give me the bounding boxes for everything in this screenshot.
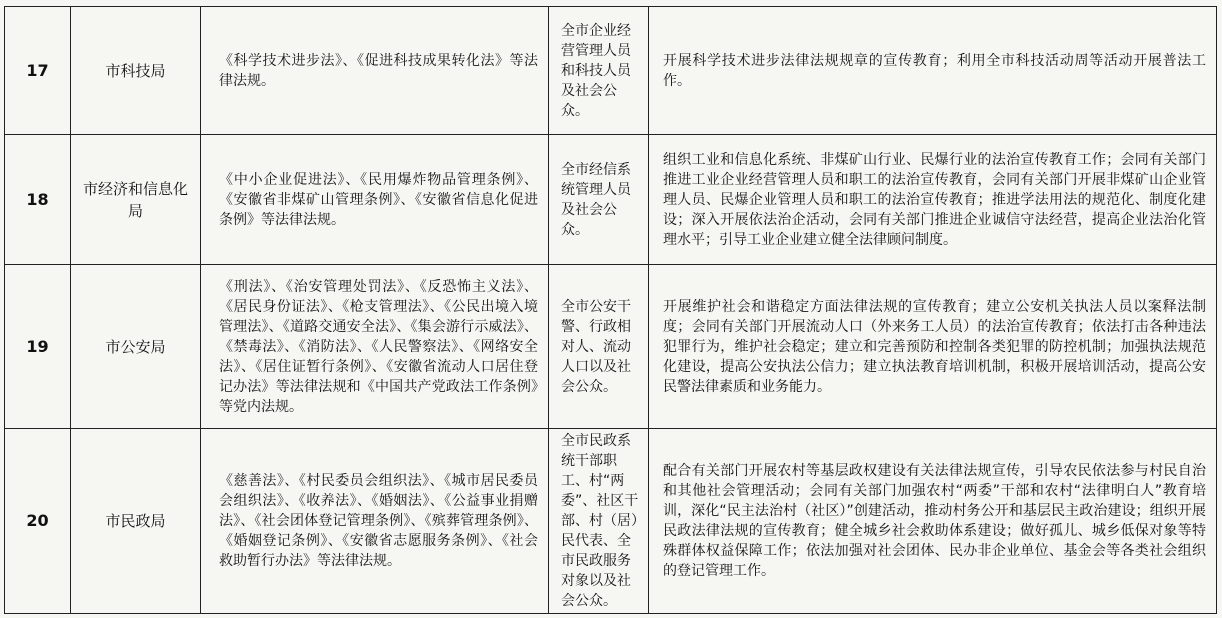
duty-table <box>4 6 1217 614</box>
duties-cell: 开展科学技术进步法律法规规章的宣传教育；利用全市科技活动周等活动开展普法工作。 <box>649 7 1217 135</box>
table-row <box>5 265 1217 429</box>
target-audience: 全市经信系统管理人员及社会公众。 <box>549 135 649 265</box>
row-number: 18 <box>5 135 71 265</box>
laws-cell: 《科学技术进步法》、《促进科技成果转化法》等法律法规。 <box>201 7 549 135</box>
laws-cell: 《中小企业促进法》、《民用爆炸物品管理条例》、《安徽省非煤矿山管理条例》、《安徽省信息化促进条例》等法律法规。 <box>201 135 549 265</box>
table-row <box>5 429 1217 614</box>
duties-cell: 配合有关部门开展农村等基层政权建设有关法律法规宣传，引导农民依法参与村民自治和其他社会管理活动；会同有关部门加强农村“两委”干部和农村“法律明白人”教育培训，深化“民主法治村（社区）”创建活动，推动村务公开和基层民主政治建设；组织开展民政法律法规的宣传教育；健全城乡社会救助体系建设；做好孤儿、城乡低保对象等特殊群体权益保障工作；依法加强对社会团体、民办非企业单位、基金会等各类社会组织的登记管理工作。 <box>649 429 1217 614</box>
responsible-unit: 市经济和信息化局 <box>71 135 201 265</box>
target-audience: 全市民政系统干部职工、村“两委”、社区干部、村（居）民代表、全市民政服务对象以及社会公众。 <box>549 429 649 614</box>
responsible-unit: 市民政局 <box>71 429 201 614</box>
row-number: 19 <box>5 265 71 429</box>
target-audience: 全市公安干警、行政相对人、流动人口以及社会公众。 <box>549 265 649 429</box>
row-number: 20 <box>5 429 71 614</box>
row-number: 17 <box>5 7 71 135</box>
laws-cell: 《慈善法》、《村民委员会组织法》、《城市居民委员会组织法》、《收养法》、《婚姻法》、《公益事业捐赠法》、《社会团体登记管理条例》、《殡葬管理条例》、《婚姻登记条例》、《安徽省志愿服务条例》、《社会救助暂行办法》等法律法规。 <box>201 429 549 614</box>
duties-cell: 组织工业和信息化系统、非煤矿山行业、民爆行业的法治宣传教育工作；会同有关部门推进工业企业经营管理人员和职工的法治宣传教育，会同有关部门开展非煤矿山企业管理人员、民爆企业管理人员和职工的法治宣传教育；推进学法用法的规范化、制度化建设；深入开展依法治企活动，会同有关部门推进企业诚信守法经营，提高企业法治化管理水平；引导工业企业建立健全法律顾问制度。 <box>649 135 1217 265</box>
target-audience: 全市企业经营管理人员和科技人员及社会公众。 <box>549 7 649 135</box>
table-row <box>5 7 1217 135</box>
responsible-unit: 市公安局 <box>71 265 201 429</box>
responsible-unit: 市科技局 <box>71 7 201 135</box>
duties-cell: 开展维护社会和谐稳定方面法律法规的宣传教育；建立公安机关执法人员以案释法制度；会同有关部门开展流动人口（外来务工人员）的法治宣传教育；依法打击各种违法犯罪行为，维护社会稳定；建立和完善预防和控制各类犯罪的防控机制；加强执法规范化建设，提高公安执法公信力；建立执法教育培训机制，积极开展培训活动，提高公安民警法律素质和业务能力。 <box>649 265 1217 429</box>
laws-cell: 《刑法》、《治安管理处罚法》、《反恐怖主义法》、《居民身份证法》、《枪支管理法》、《公民出境入境管理法》、《道路交通安全法》、《集会游行示威法》、《禁毒法》、《消防法》、《人民警察法》、《网络安全法》、《居住证暂行条例》、《安徽省流动人口居住登记办法》等法律法规和《中国共产党政法工作条例》等党内法规。 <box>201 265 549 429</box>
table-row <box>5 135 1217 265</box>
